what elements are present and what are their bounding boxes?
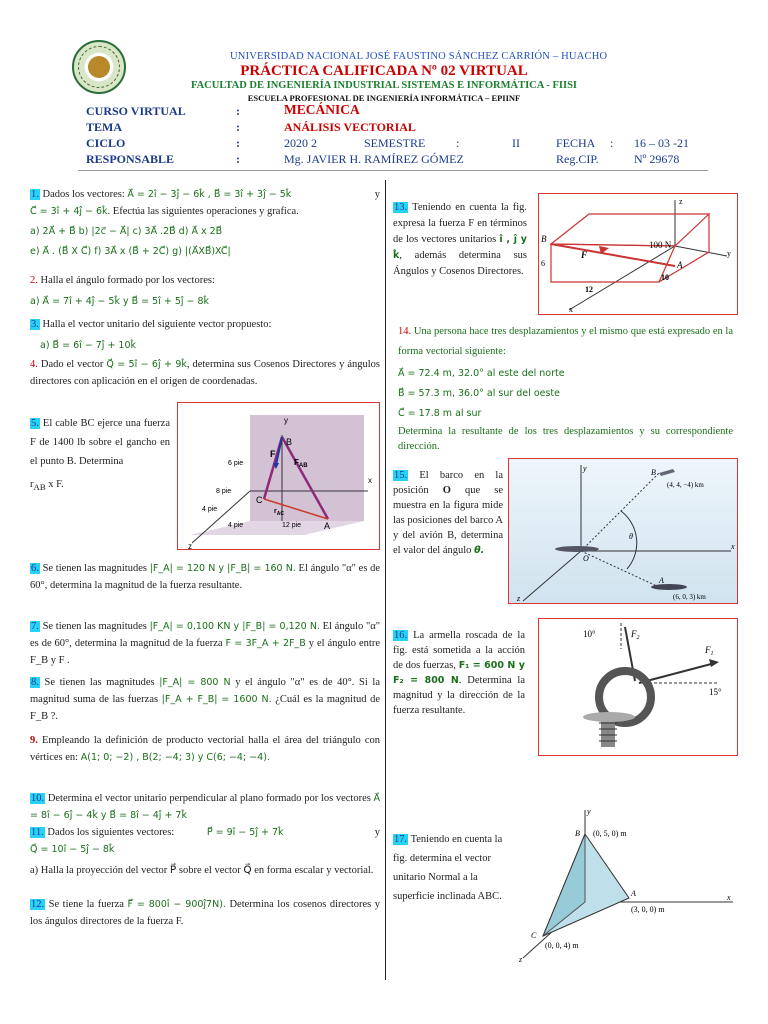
problem-number: 2. [30,275,38,286]
figure-5-diagram [178,403,380,550]
problem-4 [30,356,380,390]
responsable-label: RESPONSABLE [86,152,175,166]
figure-17-box [515,806,738,968]
curso-label: CURSO VIRTUAL [86,104,186,118]
problem-13 [393,200,527,280]
label-F: F [581,250,588,260]
vertices-expression: A(1; 0; −2) , B(2; −4; 3) y C(6; −4; −4). [80,752,270,763]
curso-value: MECÁNICA [284,102,360,117]
semestre-value: II [512,136,520,150]
problem-text: El cable BC ejerce una fuerza F de 1400 lb sobre el gancho en el punto B. Determina [30,418,170,467]
displacement-a: A⃗ = 72.4 m, 32.0° al este del norte [398,368,565,379]
colon: : [236,136,240,150]
problem-number: 3. [31,319,39,330]
operations-list: a) 2A⃗ + B⃗ b) |2c⃗ − A⃗| c) 3A⃗ .2B⃗ d) A⃗ x 2B⃗ [30,226,223,237]
column-divider [385,180,386,980]
vector-expression: a) A⃗ = 7î + 4ĵ − 5k̂ y B⃗ = 5î + 5ĵ − 8k̂ [30,296,210,307]
force-expression: F = 3F_A + 2F_B [225,638,306,649]
problem-2 [30,272,380,310]
problem-text: El ángulo "α" es de 60°, determina la magnitud de la fuerza [30,621,381,649]
problem-text: x F. [45,479,64,490]
vector-symbol: r [30,479,34,490]
axis-x: x [727,893,731,902]
label-A: A [324,521,331,531]
label-C-coords: (0, 0, 4) m [545,941,579,950]
problem-text: Determina los cosenos directores y los ángulos directores de la fuerza F. [30,899,381,927]
school-name: ESCUELA PROFESIONAL DE INGENIERÍA INFORMÁTICA – EPIINF [247,93,521,103]
problem-text: . Efectúa las siguientes operaciones y grafica. [107,206,299,217]
problem-number: 13. [394,202,408,213]
problem-text: . Determina la magnitud y la dirección de la fuerza resultante. [393,675,525,716]
problem-number: 6. [31,563,39,574]
angle-15: 15° [709,687,722,697]
header-divider [78,170,708,171]
figure-16-diagram [539,619,738,756]
figure-13-box [538,193,738,315]
problem-number: 14. [398,326,412,337]
axis-x: x [731,542,735,551]
label-B: B [651,468,656,477]
university-name: UNIVERSIDAD NACIONAL JOSÉ FAUSTINO SÁNCHEZ CARRIÓN – HUACHO [230,51,608,62]
vector-expression: A⃗ = 2î − 3ĵ − 6k̂ , B⃗ = 3î + 3ĵ − 5k̂ [127,189,292,200]
problem-text: , además determina sus Ángulos y Cosenos Directores. [393,250,527,277]
problem-text: Se tienen las magnitudes [44,677,155,688]
vector-expression: Q⃗ = 5î − 6ĵ + 9k̂ [106,359,187,370]
problem-5 [30,414,170,497]
magnitude-expression: |F_A + F_B| = 1600 N. [161,694,272,705]
label-B: B [575,829,580,838]
colon: : [236,152,240,166]
problem-number: 8. [31,677,39,688]
axis-z: z [519,955,523,964]
axis-x: x [569,305,573,314]
magnitude-expression: |F_A| = 0,100 KN y |F_B| = 0,120 N. [149,621,320,632]
problem-text: El ángulo "α" es de 60°, determina la magnitud de la fuerza resultante. [30,563,381,591]
figure-15-box [508,458,738,604]
fecha-label: FECHA [556,136,596,150]
magnitude-expression: |F_A| = 800 N [159,677,231,688]
problem-text: , determina sus Cosenos Directores y ángulos directores con aplicación en el origen de coordenadas. [30,359,381,387]
problem-number: 10. [31,793,45,804]
colon: : [610,136,614,150]
dim-10: 10 [661,273,669,282]
problem-number: 16. [394,630,408,641]
problem-number: 17. [394,834,408,845]
dim-6: 6 [541,259,545,268]
axis-y: y [727,249,731,258]
problem-number: 12. [31,899,45,910]
label-B-coords: (4, 4, −4) km [667,481,704,489]
problem-number: 5. [31,418,39,429]
problem-text: y el ángulo entre F_B y F . [30,638,380,666]
dim-4pie-b: 4 pie [228,522,244,529]
problem-text: Empleando la definición de producto vectorial halla el área del triángulo con vértices en: [30,735,380,763]
problem-number: 9. [30,735,38,746]
problem-11 [30,824,380,879]
problem-text: y el ángulo "α" es de 40°. Si la magnitud suma de las fuerzas [30,677,381,705]
regcip-value: Nº 29678 [634,152,680,166]
magnitude-expression: |F_A| = 120 N y |F_B| = 160 N. [149,563,296,574]
problem-text: Teniendo en cuenta la fig. expresa la fuerza F en términos de los vectores unitarios [393,202,527,245]
problem-text: Halla el ángulo formado por los vectores: [40,275,215,286]
operations-list: e) A⃗ . (B⃗ X C⃗) f) 3A⃗ x (B⃗ + 2C⃗) g) |(A⃗XB⃗)XC⃗| [30,246,231,257]
axis-z: z [188,542,192,550]
label-A-coords: (6, 0, 3) km [673,593,706,601]
colon: : [456,136,460,150]
displacement-b: B⃗ = 57.3 m, 36.0° al sur del oeste [398,388,560,399]
axis-y: y [587,807,591,816]
label-A-coords: (3, 0, 0) m [631,905,665,914]
problem-12 [30,896,380,930]
label-B: B [286,437,293,447]
vector-expression: A⃗ = 8î − 6ĵ − 4k̂ y B⃗ = 8î − 4ĵ + 7k̂ [30,793,381,821]
label-F1: $F_1$ [705,645,714,657]
page-title: PRÁCTICA CALIFICADA Nº 02 VIRTUAL [240,63,528,79]
responsable-value: Mg. JAVIER H. RAMÍREZ GÓMEZ [284,152,464,166]
axis-y: y [284,416,288,425]
dim-4pie-a: 4 pie [202,506,218,513]
label-A: A [677,260,683,270]
problem-text: Una persona hace tres desplazamientos y el mismo que está expresado en la forma vectorial siguiente: [398,326,734,357]
fecha-value: 16 – 03 -21 [634,136,689,150]
problem-3 [30,316,380,354]
conjunction: y [374,189,380,200]
axis-y: y [583,464,587,473]
problem-text: El barco en la posición [393,470,503,496]
ciclo-label: CICLO [86,136,126,150]
angle-theta: θ. [474,545,485,556]
vector-expression: P⃗ = 9î − 5ĵ + 7k̂ [206,827,284,838]
problem-text: Halla el vector unitario del siguiente vector propuesto: [42,319,272,330]
problem-text: Determina el vector unitario perpendicular al plano formado por los vectores [47,793,371,804]
dim-8pie: 8 pie [216,488,232,495]
label-100N: 100 N [649,240,672,250]
unit-vectors: î , ĵ y k̂ [393,234,528,261]
label-F2: $F_2$ [631,629,640,641]
point-O: O [442,485,451,496]
forces-expression: F₁ = 600 N y F₂ = 800 N [393,660,525,686]
colon: : [236,104,240,118]
label-C: C [256,495,263,505]
problem-number: 4. [30,359,38,370]
regcip-label: Reg.CIP. [556,152,599,166]
problem-10 [30,790,380,824]
tema-value: ANÁLISIS VECTORIAL [284,120,416,134]
problem-text: ¿Cuál es la magnitud de F_B ?. [30,694,381,722]
tema-label: TEMA [86,120,122,134]
axis-x: x [368,476,372,485]
problem-text: Dados los vectores: [42,189,125,200]
axis-z: z [679,197,683,206]
vector-expression: F⃗ = 800î − 900ĵ7N). [127,899,226,910]
angle-10: 10° [583,629,596,639]
problem-17 [393,830,505,906]
figure-16-box [538,618,738,756]
conjunction: y [374,827,380,838]
problem-7 [30,618,380,669]
vector-expression: C⃗ = 3î + 4ĵ − 6k̂ [30,206,108,217]
subscript: AB [33,482,46,493]
problem-text: Determina la resultante de los tres desplazamientos y su correspondiente dirección. [398,426,733,452]
ciclo-value: 2020 2 [284,136,317,150]
semestre-label: SEMESTRE [364,136,426,150]
vector-expression: a) B⃗ = 6î − 7ĵ + 10k̂ [40,340,137,351]
problem-text: La armella roscada de la fig. está sometida a la acción de dos fuerzas, [393,630,525,671]
label-FAB: $F_{AB}$ [294,458,308,469]
problem-text: Dado el vector [40,359,104,370]
dim-6pie: 6 pie [228,460,244,467]
problem-text: Se tienen las magnitudes [42,563,147,574]
vector-expression: Q⃗ = 10î − 5ĵ − 8k̂ [30,844,115,855]
problem-16 [393,628,525,718]
figure-15-diagram [509,459,738,604]
problem-text: Teniendo en cuenta la fig. determina el vector unitario Normal a la superficie inclinada ABC. [393,834,503,902]
dim-12: 12 [585,285,593,294]
problem-number: 1. [31,189,39,200]
displacement-c: C⃗ = 17.8 m al sur [398,408,482,419]
problem-number: 11. [31,827,44,838]
problem-text: Se tienen las magnitudes [42,621,147,632]
label-B: B [541,234,547,244]
problem-9 [30,732,380,766]
problem-1 [30,186,380,260]
problem-6 [30,560,380,594]
axis-z: z [517,594,521,603]
problem-text: que se muestra en la figura mide las posiciones del barco A y del avión B, determina el valor del ángulo [393,485,503,556]
label-B-coords: (0, 5, 0) m [593,829,627,838]
label-A: A [631,889,636,898]
problem-15 [393,468,503,558]
label-theta: θ [629,532,633,541]
figure-5-box [177,402,380,550]
problem-text: Dados los siguientes vectores: [47,827,175,838]
problem-text: Se tiene la fuerza [48,899,124,910]
label-O: O [583,554,589,563]
label-C: C [531,931,537,940]
problem-8 [30,674,380,725]
faculty-name: FACULTAD DE INGENIERÍA INDUSTRIAL SISTEMAS E INFORMÁTICA - FIISI [190,80,578,91]
figure-13-diagram [539,194,738,315]
page-header [0,0,768,180]
problem-number: 15. [394,470,408,481]
problem-number: 7. [31,621,39,632]
figure-17-diagram [515,806,738,968]
colon: : [236,120,240,134]
label-F: F [270,449,276,459]
dim-12pie: 12 pie [282,522,302,529]
label-A: A [659,576,664,585]
problem-14 [398,322,733,454]
label-rAC: $r_{AC}$ [274,508,284,517]
problem-text: a) Halla la proyección del vector P⃗ sobre el vector Q⃗ en forma escalar y vectorial. [30,865,374,876]
